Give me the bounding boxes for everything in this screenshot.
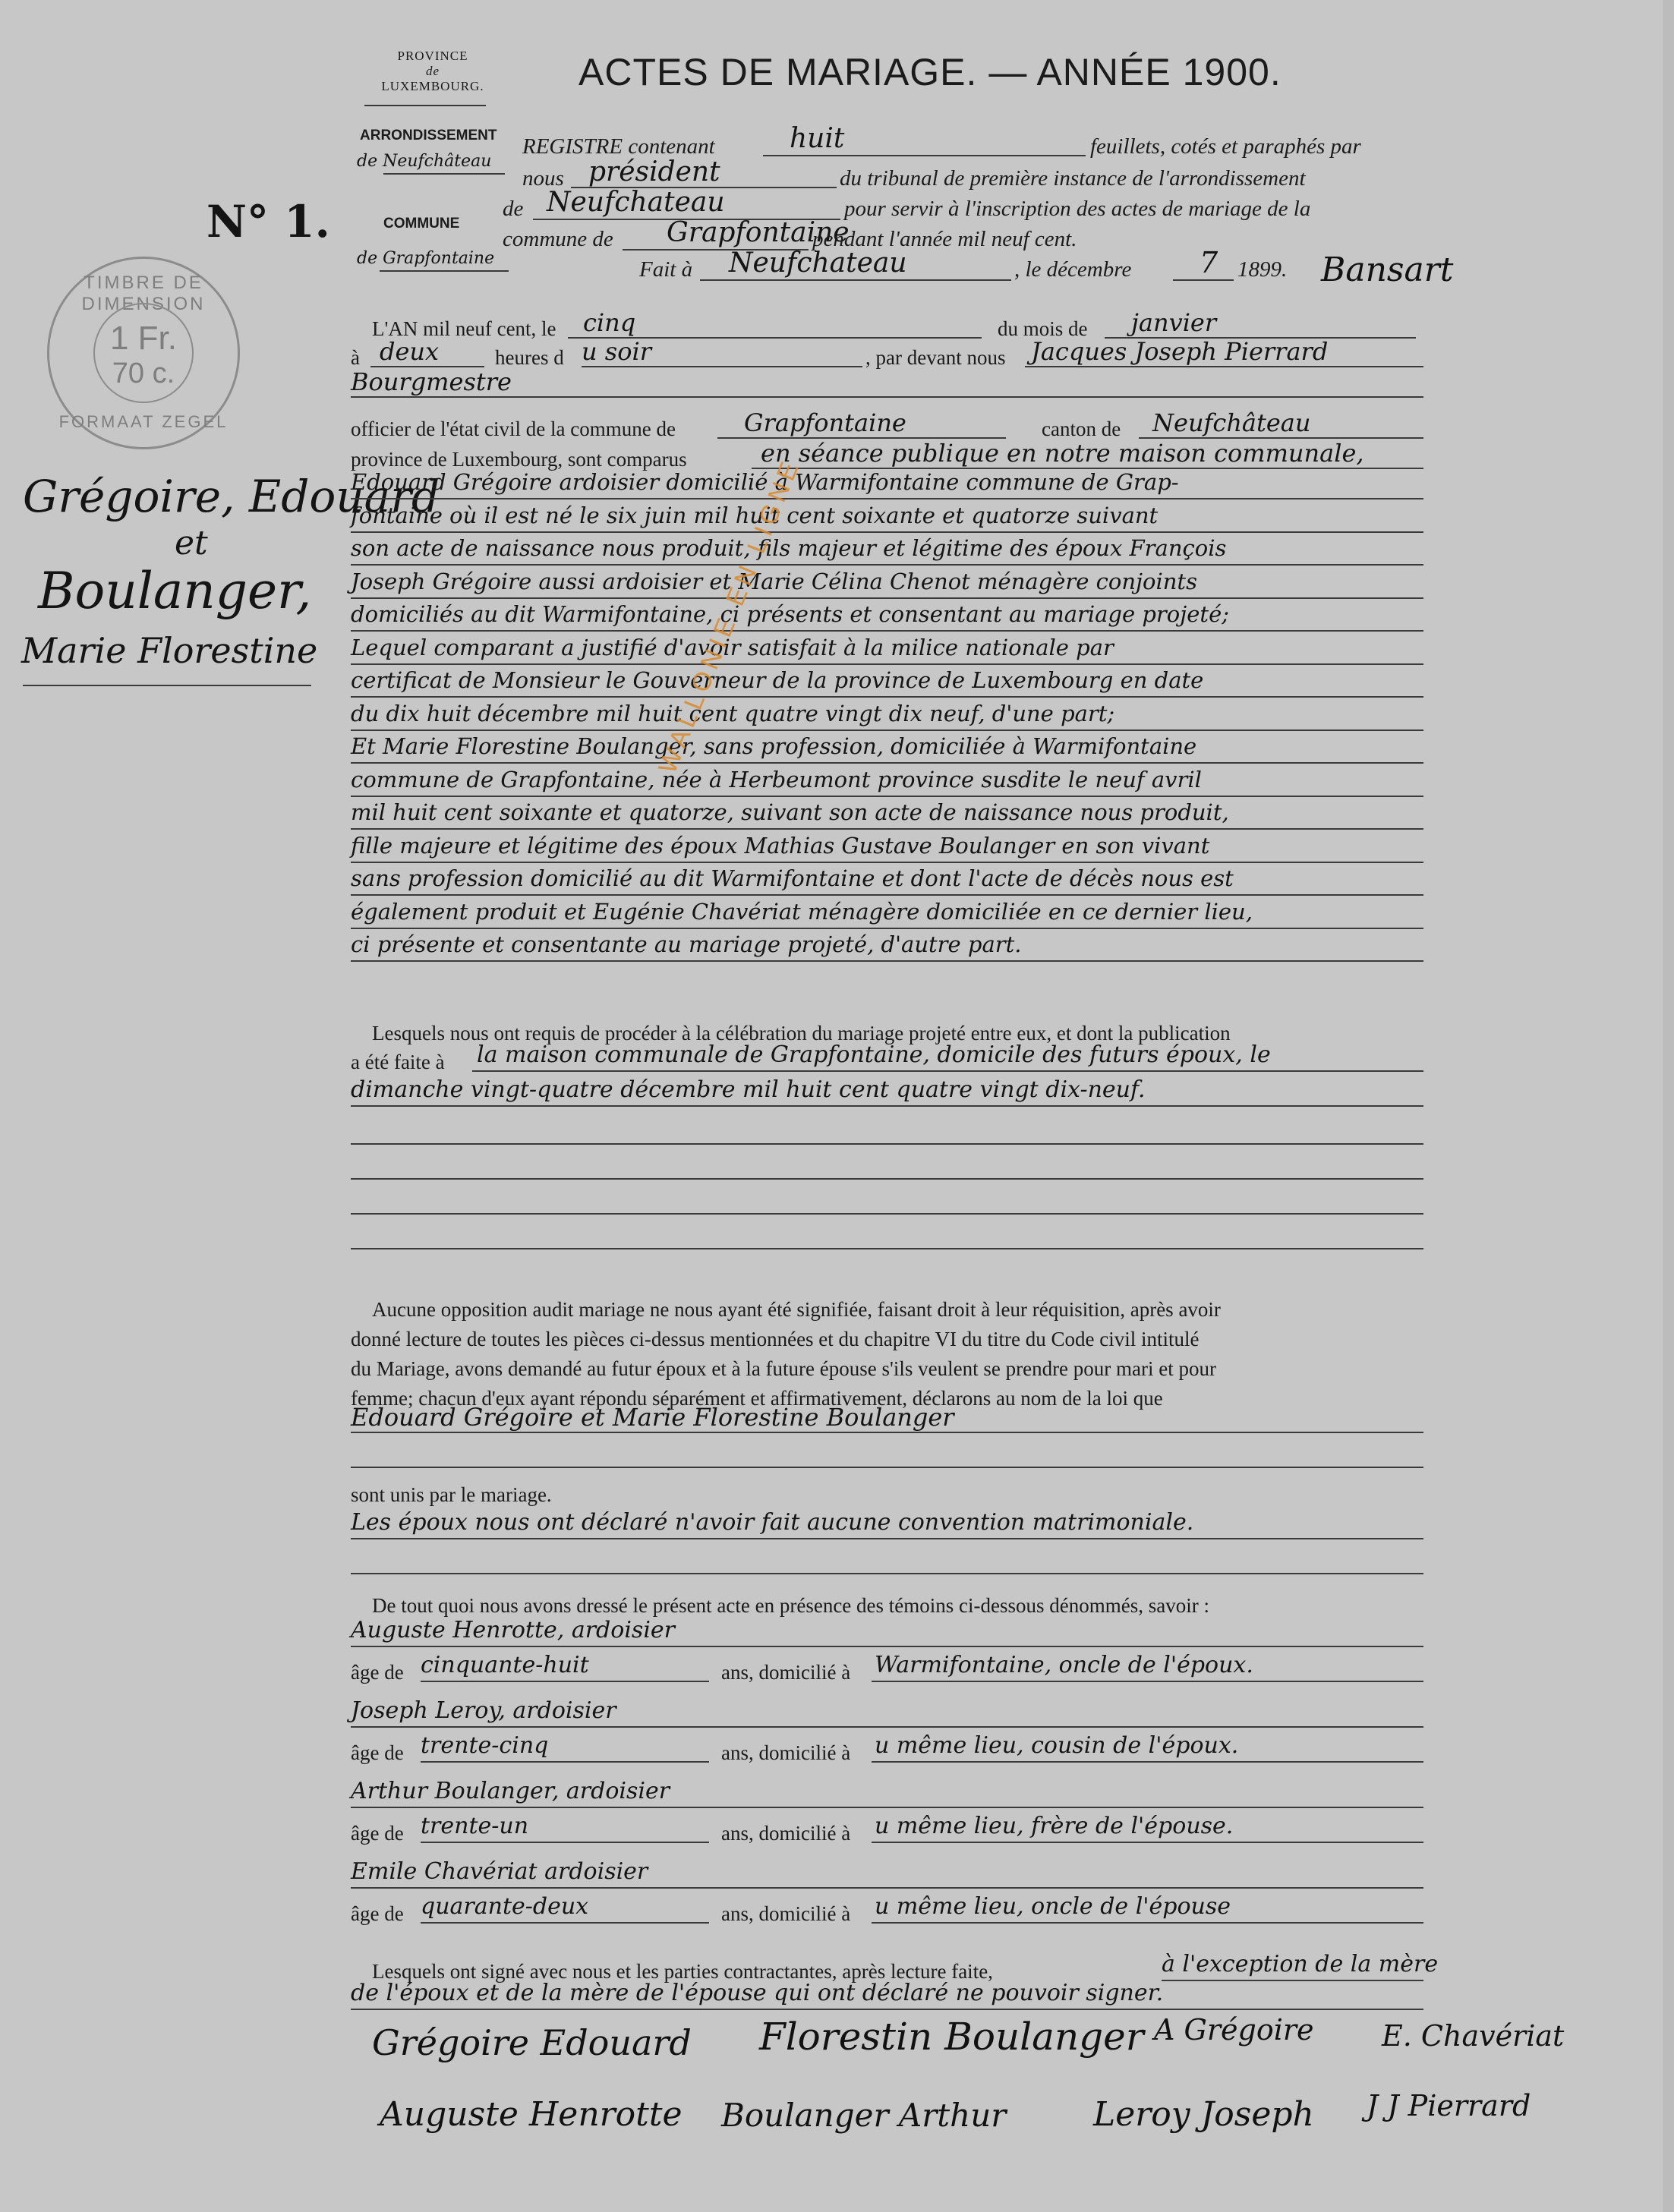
declaration-line: commune de Grapfontaine, née à Herbeumont province susdite le neuf avril: [351, 767, 1202, 792]
margin-and: et: [175, 524, 208, 562]
ruled-line: [351, 862, 1423, 863]
body-hw: Neufchâteau: [1152, 408, 1311, 437]
witness-domicile: u même lieu, cousin de l'époux.: [875, 1732, 1239, 1759]
declaration-line: Et Marie Florestine Boulanger, sans profession, domiciliée à Warmifontaine: [351, 733, 1197, 759]
declaration-line: fontaine où il est né le six juin mil huit cent soixante et quatorze suivant: [351, 503, 1159, 528]
ruled-line: [421, 1761, 709, 1763]
declaration-line: mil huit cent soixante et quatorze, suivant son acte de naissance nous produit,: [351, 799, 1229, 825]
body-hw: de l'époux et de la mère de l'épouse qui ont déclaré ne pouvoir signer.: [351, 1980, 1164, 2006]
registre-text: du tribunal de première instance de l'arrondissement: [840, 166, 1306, 191]
stamp-value: 70 c.: [112, 358, 175, 389]
body-hw: à l'exception de la mère: [1162, 1951, 1439, 1977]
body-text: ans, domicilié à: [721, 1822, 851, 1845]
body-hw: Jacques Joseph Pierrard: [1031, 337, 1329, 366]
body-text: heures d: [495, 346, 564, 369]
body-text: âge de: [351, 1741, 404, 1764]
body-text: à: [351, 346, 360, 369]
body-text: du Mariage, avons demandé au futur époux et à la future épouse s'ils veulent se prendre pour mari et pour: [351, 1357, 1216, 1380]
ruled-line: [351, 1726, 1423, 1728]
opposition-paragraph: [351, 1295, 1423, 1413]
body-text: âge de: [351, 1902, 404, 1925]
province-line: LUXEMBOURG.: [381, 79, 484, 94]
witness-age: trente-un: [421, 1813, 529, 1839]
declaration-line: son acte de naissance nous produit, fils majeur et légitime des époux François: [351, 535, 1227, 561]
ruled-line: [351, 1646, 1423, 1647]
body-text: Lesquels nous ont requis de procéder à la célébration du mariage projeté entre eux, et dont la publication: [372, 1022, 1231, 1045]
body-text: , par devant nous: [865, 346, 1006, 369]
watermark: WALLONIE EN LIGNE: [653, 453, 806, 778]
ruled-line: [421, 1922, 709, 1924]
witness-domicile: u même lieu, frère de l'épouse.: [875, 1813, 1234, 1839]
body-text: ans, domicilié à: [721, 1902, 851, 1925]
ruled-line: [872, 1761, 1423, 1763]
body-hw: janvier: [1131, 308, 1217, 337]
declaration-line: également produit et Eugénie Chavériat ménagère domiciliée en ce dernier lieu,: [351, 899, 1253, 925]
signature: J J Pierrard: [1367, 2089, 1531, 2122]
ruled-line: [351, 796, 1423, 797]
body-text: femme; chacun d'eux ayant répondu séparément et affirmativement, déclarons au nom de la loi que: [351, 1387, 1163, 1410]
margin-name: Boulanger,: [38, 562, 312, 620]
registre-text: pour servir à l'inscription des actes de mariage de la: [844, 197, 1311, 221]
witness-name: Arthur Boulanger, ardoisier: [351, 1778, 670, 1804]
body-hw: dimanche vingt-quatre décembre mil huit cent quatre vingt dix-neuf.: [351, 1076, 1146, 1103]
ruled-line: [351, 762, 1423, 764]
margin-name: Grégoire, Edouard: [23, 471, 440, 522]
declaration-line: Edouard Grégoire ardoisier domicilié à Warmifontaine commune de Grap-: [351, 469, 1179, 495]
body-hw: Bourgmestre: [351, 367, 512, 396]
registre-text: Fait à: [639, 257, 693, 282]
signature: Auguste Henrotte: [380, 2095, 683, 2134]
witness-domicile: u même lieu, oncle de l'épouse: [875, 1893, 1231, 1920]
registre-text: REGISTRE contenant: [522, 134, 715, 159]
president-signature: Bansart: [1321, 251, 1454, 289]
body-text: officier de l'état civil de la commune de: [351, 418, 676, 440]
declaration-line: ci présente et consentante au mariage projeté, d'autre part.: [351, 931, 1022, 957]
record-number: N° 1.: [206, 196, 330, 247]
tax-stamp: [47, 257, 240, 449]
commune-label: COMMUNE: [383, 216, 460, 232]
witness-domicile: Warmifontaine, oncle de l'époux.: [875, 1652, 1253, 1678]
signature: Florestin Boulanger: [759, 2015, 1144, 2059]
registre-hw: huit: [790, 123, 845, 154]
ruled-line: [351, 597, 1423, 599]
province-line: de: [425, 64, 440, 79]
body-text: L'AN mil neuf cent, le: [372, 317, 556, 340]
registre-text: commune de: [503, 227, 613, 251]
ruled-line: [351, 1807, 1423, 1808]
registre-text: , le décembre: [1014, 257, 1132, 282]
body-hw: Les époux nous ont déclaré n'avoir fait aucune convention matrimoniale.: [351, 1509, 1194, 1536]
declaration-line: Joseph Grégoire aussi ardoisier et Marie Célina Chenot ménagère conjoints: [351, 569, 1197, 594]
body-text: Lesquels ont signé avec nous et les parties contractantes, après lecture faite,: [372, 1960, 993, 1983]
registre-text: feuillets, cotés et paraphés par: [1090, 134, 1361, 159]
signature: Grégoire Edouard: [372, 2022, 692, 2063]
registre-text: pendant l'année mil neuf cent.: [812, 227, 1077, 251]
ruled-line: [421, 1681, 709, 1682]
declaration-line: du dix huit décembre mil huit cent quatre vingt dix neuf, d'une part;: [351, 701, 1115, 726]
registre-hw: Neufchateau: [547, 187, 725, 218]
body-text: canton de: [1042, 418, 1121, 440]
registre-text: 1899.: [1237, 257, 1288, 282]
ruled-line: [351, 663, 1423, 665]
signature: Boulanger Arthur: [721, 2097, 1007, 2134]
declaration-line: domiciliés au dit Warmifontaine, ci présents et consentant au mariage projeté;: [351, 601, 1229, 627]
body-hw: cinq: [583, 308, 636, 337]
ruled-line: [351, 1887, 1423, 1889]
body-text: âge de: [351, 1822, 404, 1845]
province-line: PROVINCE: [397, 49, 468, 63]
registre-hw: Grapfontaine: [667, 217, 850, 248]
ruled-line: [872, 1842, 1423, 1843]
body-text: ans, domicilié à: [721, 1741, 851, 1764]
registre-hw: président: [588, 156, 720, 187]
ruled-line: [351, 564, 1423, 566]
witness-name: Emile Chavériat ardoisier: [351, 1858, 648, 1885]
body-text: du mois de: [998, 317, 1088, 340]
declaration-line: fille majeure et légitime des époux Mathias Gustave Boulanger en son vivant: [351, 833, 1210, 859]
ruled-line: [351, 630, 1423, 632]
page-title: ACTES DE MARIAGE. — ANNÉE 1900.: [578, 51, 1282, 93]
body-hw: u soir: [582, 337, 651, 366]
witness-name: Auguste Henrotte, ardoisier: [351, 1617, 676, 1643]
body-text: ans, domicilié à: [721, 1661, 851, 1684]
province-block: [357, 49, 509, 94]
stamp-text: TIMBRE DE DIMENSION: [81, 273, 206, 314]
body-text: donné lecture de toutes les pièces ci-dessus mentionnées et du chapitre VI du titre du Code civil intitulé: [351, 1328, 1200, 1350]
signature: A Grégoire: [1154, 2013, 1314, 2047]
body-hw: Grapfontaine: [744, 408, 906, 437]
body-text: sont unis par le mariage.: [351, 1483, 552, 1506]
stamp-text: FORMAAT ZEGEL: [58, 412, 229, 431]
ruled-line: [351, 696, 1423, 698]
body-text: De tout quoi nous avons dressé le présent acte en présence des témoins ci-dessous dénommés, savoir :: [372, 1594, 1209, 1617]
ruled-line: [351, 729, 1423, 731]
body-hw: la maison communale de Grapfontaine, domicile des futurs époux, le: [477, 1041, 1271, 1068]
ruled-line: [351, 960, 1423, 962]
body-hw: en séance publique en notre maison communale,: [761, 439, 1364, 468]
registre-hw: 7: [1200, 246, 1218, 279]
registre-text: de: [503, 197, 524, 221]
ruled-line: [421, 1842, 709, 1843]
body-text: a été faite à: [351, 1051, 445, 1073]
margin-name: Marie Florestine: [21, 630, 318, 671]
witness-age: cinquante-huit: [421, 1652, 589, 1678]
ruled-line: [872, 1681, 1423, 1682]
ruled-line: [351, 531, 1423, 533]
arrondissement-label: ARRONDISSEMENT: [360, 128, 497, 143]
witness-name: Joseph Leroy, ardoisier: [351, 1697, 616, 1724]
body-hw: deux: [380, 337, 440, 366]
body-text: province de Luxembourg, sont comparus: [351, 448, 687, 471]
registre-text: nous: [522, 166, 564, 191]
declaration-line: Lequel comparant a justifié d'avoir satisfait à la milice nationale par: [351, 635, 1114, 660]
declaration-line: certificat de Monsieur le Gouverneur de la province de Luxembourg en date: [351, 667, 1204, 693]
ruled-line: [351, 894, 1423, 896]
body-text: Aucune opposition audit mariage ne nous ayant été signifiée, faisant droit à leur réquisition, après avoir: [372, 1298, 1221, 1321]
ruled-line: [351, 928, 1423, 929]
spouses-names: Edouard Grégoire et Marie Florestine Boulanger: [351, 1403, 954, 1432]
commune-value: de Grapfontaine: [357, 249, 495, 268]
ruled-line: [351, 498, 1423, 499]
stamp-value: 1 Fr.: [109, 320, 178, 357]
signature: E. Chavériat: [1382, 2019, 1565, 2053]
signature: Leroy Joseph: [1093, 2095, 1314, 2134]
witness-age: trente-cinq: [421, 1732, 549, 1759]
registre-hw: Neufchateau: [729, 247, 907, 279]
arrondissement-value: de Neufchâteau: [357, 152, 492, 171]
ruled-line: [351, 828, 1423, 830]
declaration-line: sans profession domicilié au dit Warmifontaine et dont l'acte de décès nous est: [351, 865, 1234, 891]
body-text: âge de: [351, 1661, 404, 1684]
witness-age: quarante-deux: [421, 1893, 589, 1920]
ruled-line: [872, 1922, 1423, 1924]
